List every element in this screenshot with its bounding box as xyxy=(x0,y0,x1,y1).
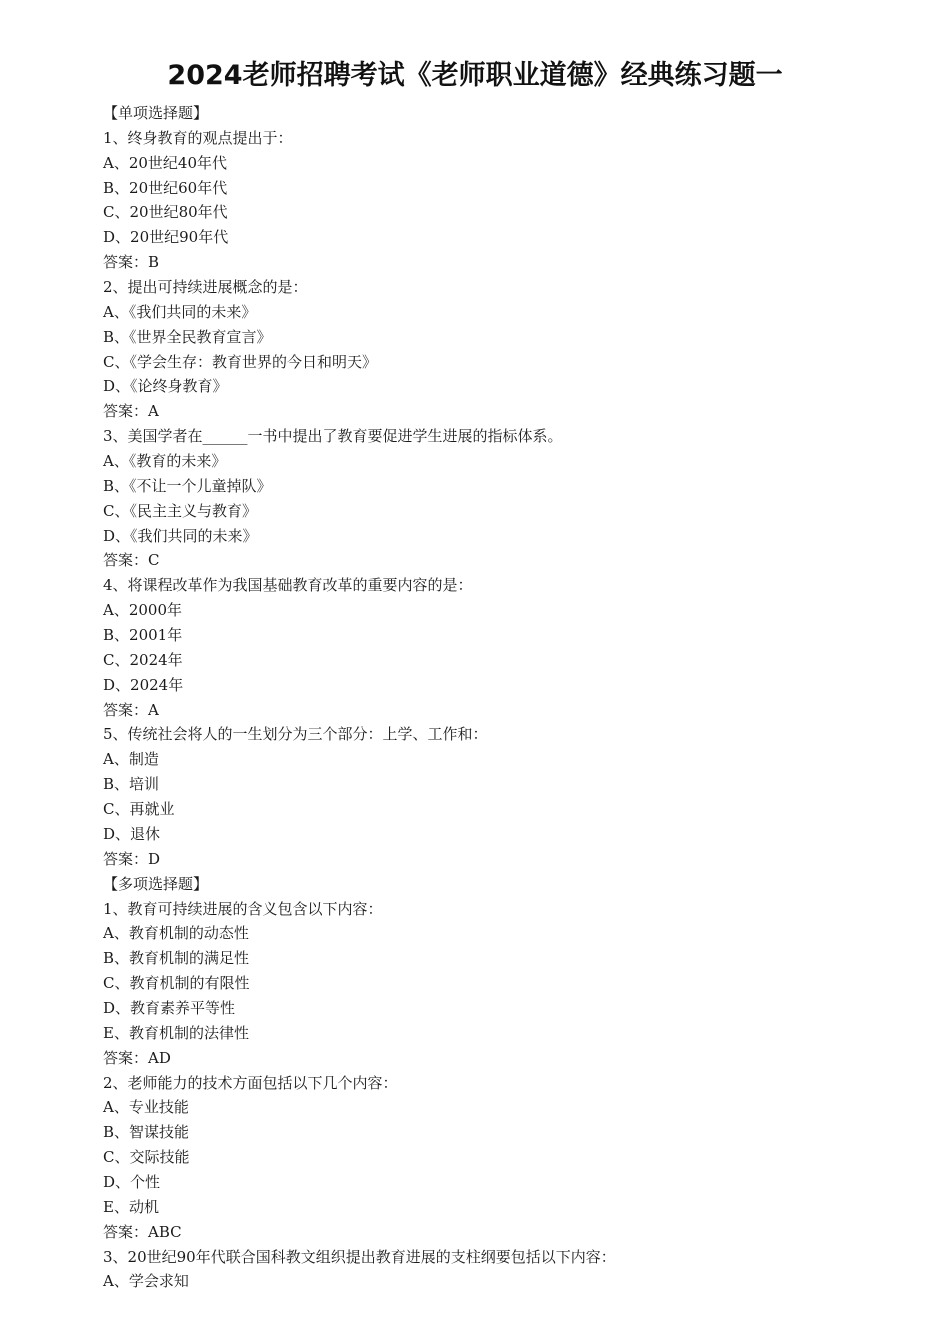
answer-option: D、《论终身教育》 xyxy=(103,377,228,396)
answer-option: C、再就业 xyxy=(103,800,175,819)
answer-option: A、专业技能 xyxy=(103,1098,189,1117)
answer-key: 答案：A xyxy=(103,700,159,719)
answer-key: 答案：D xyxy=(103,849,161,868)
question-stem: 4、将课程改革作为我国基础教育改革的重要内容的是： xyxy=(103,576,473,595)
answer-option: D、20世纪90年代 xyxy=(103,228,229,247)
answer-option: C、2024年 xyxy=(103,650,183,669)
answer-key: 答案：ABC xyxy=(103,1222,182,1241)
answer-option: C、《学会生存：教育世界的今日和明天》 xyxy=(103,352,377,371)
answer-key: 答案：AD xyxy=(103,1048,171,1067)
answer-option: A、2000年 xyxy=(103,601,183,620)
answer-option: D、退休 xyxy=(103,824,161,843)
answer-option: A、《我们共同的未来》 xyxy=(103,302,257,321)
question-stem: 5、传统社会将人的一生划分为三个部分：上学、工作和： xyxy=(103,725,488,744)
question-stem: 3、20世纪90年代联合国科教文组织提出教育进展的支柱纲要包括以下内容： xyxy=(103,1247,616,1266)
answer-option: B、2001年 xyxy=(103,626,183,645)
question-stem: 1、终身教育的观点提出于： xyxy=(103,128,293,147)
answer-option: B、《不让一个儿童掉队》 xyxy=(103,476,272,495)
answer-key: 答案：B xyxy=(103,253,160,272)
question-stem: 3、美国学者在______一书中提出了教育要促进学生进展的指标体系。 xyxy=(103,427,563,446)
question-stem: 1、教育可持续进展的含义包含以下内容： xyxy=(103,899,383,918)
answer-key: 答案：C xyxy=(103,551,160,570)
answer-option: A、制造 xyxy=(103,750,159,769)
answer-option: D、2024年 xyxy=(103,675,184,694)
answer-option: A、教育机制的动态性 xyxy=(103,924,249,943)
answer-option: B、培训 xyxy=(103,775,160,794)
answer-option: D、个性 xyxy=(103,1172,161,1191)
answer-option: A、学会求知 xyxy=(103,1272,189,1291)
answer-option: E、动机 xyxy=(103,1197,159,1216)
answer-option: C、教育机制的有限性 xyxy=(103,974,250,993)
question-stem: 2、提出可持续进展概念的是： xyxy=(103,278,308,297)
answer-key: 答案：A xyxy=(103,402,159,421)
answer-option: B、智谋技能 xyxy=(103,1123,190,1142)
answer-option: E、教育机制的法律性 xyxy=(103,1023,249,1042)
answer-option: C、《民主主义与教育》 xyxy=(103,501,257,520)
answer-option: D、《我们共同的未来》 xyxy=(103,526,258,545)
answer-option: A、20世纪40年代 xyxy=(103,153,228,172)
answer-option: A、《教育的未来》 xyxy=(103,452,227,471)
answer-option: C、交际技能 xyxy=(103,1148,190,1167)
document-title: 2024老师招聘考试《老师职业道德》经典练习题一 xyxy=(167,60,783,91)
answer-option: B、20世纪60年代 xyxy=(103,178,228,197)
question-stem: 2、老师能力的技术方面包括以下几个内容： xyxy=(103,1073,398,1092)
answer-option: D、教育素养平等性 xyxy=(103,998,236,1017)
answer-option: B、《世界全民教育宣言》 xyxy=(103,327,272,346)
question-list xyxy=(103,101,903,1294)
section-heading: 【多项选择题】 xyxy=(103,874,209,893)
section-heading: 【单项选择题】 xyxy=(103,104,209,122)
answer-option: B、教育机制的满足性 xyxy=(103,949,250,968)
answer-option: C、20世纪80年代 xyxy=(103,203,228,222)
